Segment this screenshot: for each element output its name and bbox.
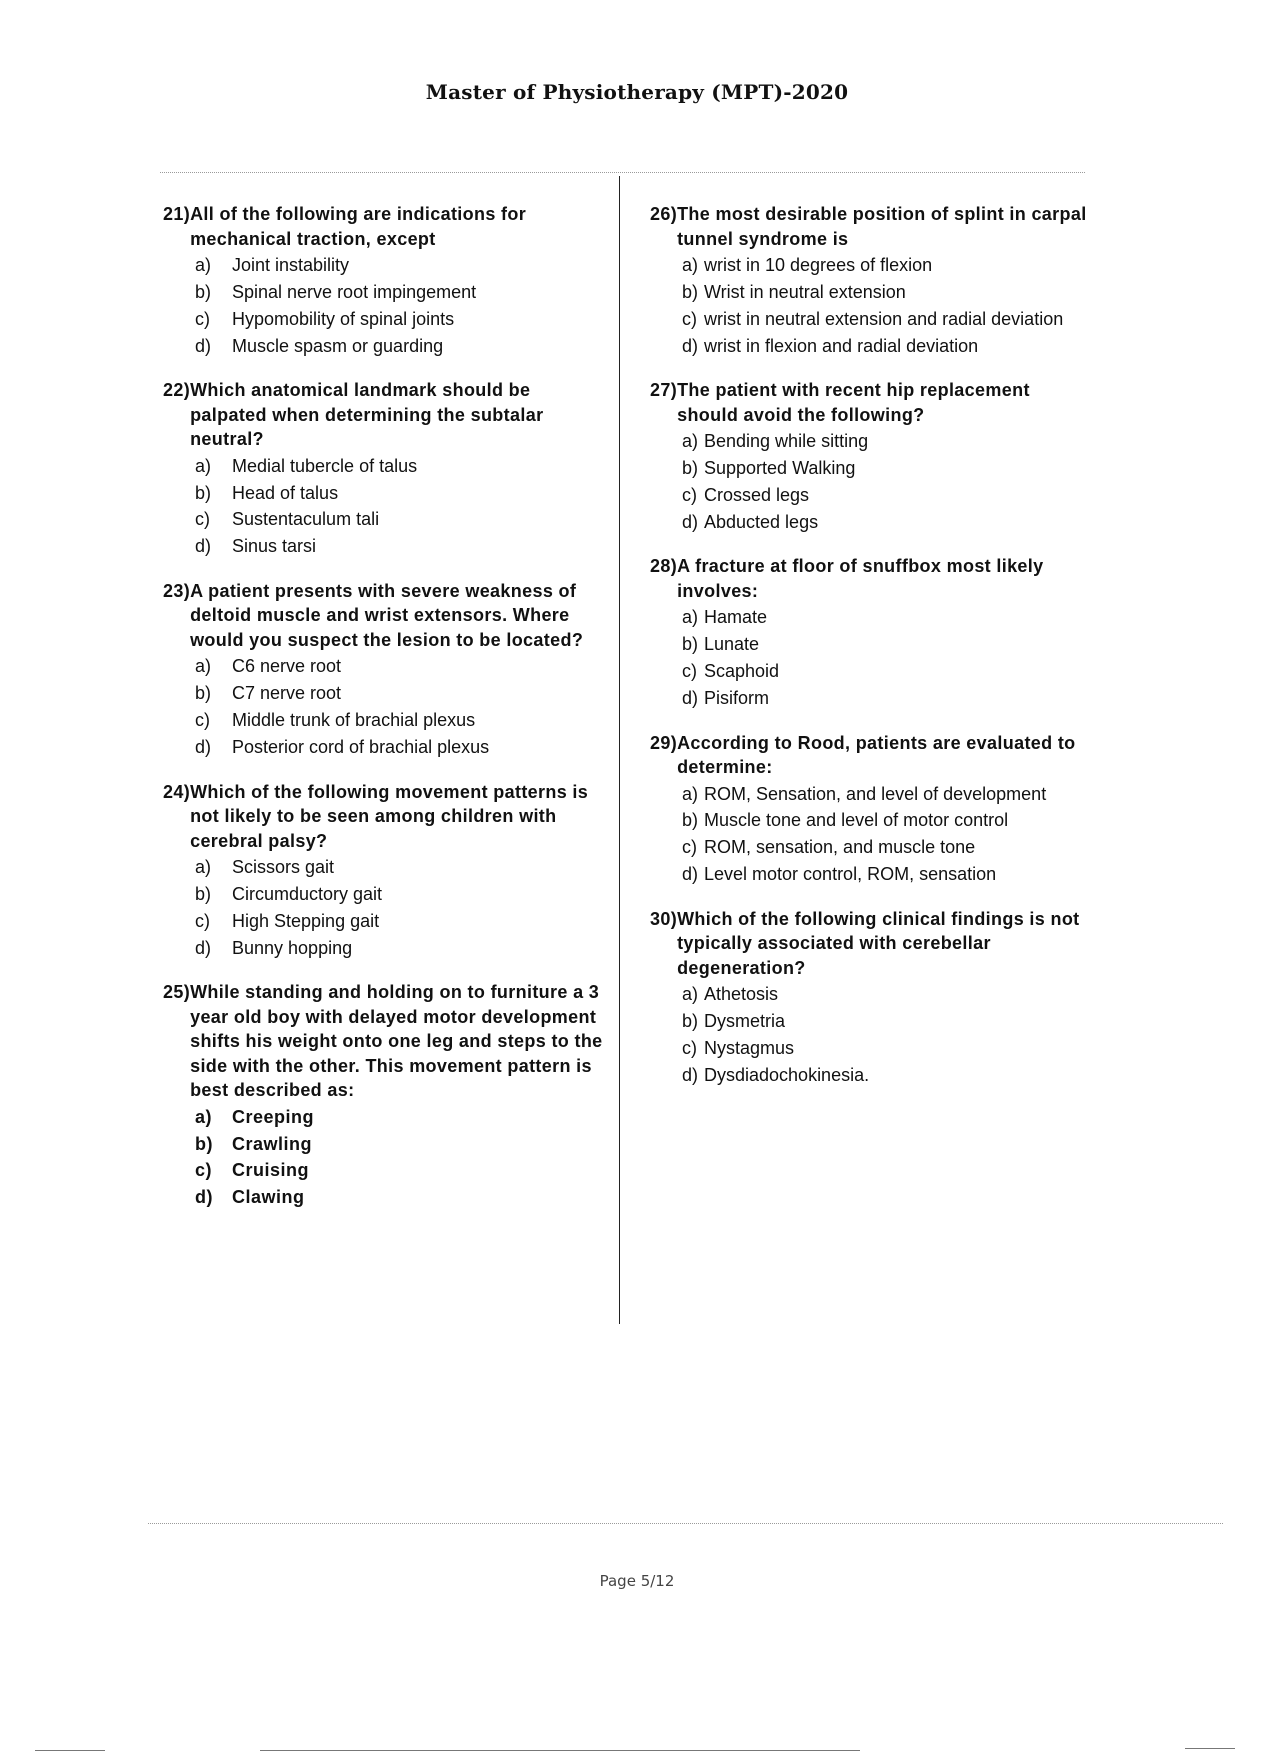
question-number: 24) [163,781,191,802]
option-letter: a) [682,783,699,804]
option-d [163,534,611,559]
bottom-rule [148,1523,1223,1524]
option-text: Hamate [704,607,768,628]
option-a [650,429,1090,454]
option-letter: a) [195,255,212,275]
option-b [163,280,611,305]
option-list [650,253,1090,358]
right-column [650,202,1090,1107]
option-letter: b) [682,458,699,479]
column-divider [619,176,620,1324]
option-text: Circumductory gait [232,883,383,904]
option-letter: c) [682,837,697,858]
option-text: Wrist in neutral extension [704,281,906,302]
question-text: Which of the following movement patterns is not likely to be seen among children with cerebral palsy? [190,781,589,851]
option-text: C6 nerve root [232,656,342,677]
option-text: Scaphoid [704,661,780,682]
option-text: Supported Walking [704,458,856,479]
question-stem [650,202,1090,251]
option-letter: d) [682,511,699,532]
option-text: Joint instability [232,255,350,275]
option-b [650,808,1090,833]
page-number: Page 5/12 [599,1572,675,1590]
question-text: All of the following are indications for mechanical traction, except [190,204,527,249]
option-text: Posterior cord of brachial plexus [232,737,490,758]
option-text: Crawling [232,1133,313,1154]
option-text: Muscle tone and level of motor control [704,810,1009,831]
option-c [650,1036,1090,1061]
option-text: wrist in flexion and radial deviation [704,335,979,356]
option-list [650,782,1090,887]
option-text: Cruising [232,1160,310,1181]
option-c [650,307,1090,332]
option-c [163,708,611,733]
option-text: Dysmetria [704,1011,786,1032]
option-c [163,507,611,532]
option-b [650,280,1090,305]
option-c [163,909,611,934]
option-letter: c) [195,509,210,530]
option-letter: c) [682,484,697,505]
option-letter: c) [195,710,210,731]
option-letter: a) [195,1106,213,1127]
option-letter: d) [682,1064,699,1085]
option-text: Scissors gait [232,857,335,878]
question-stem [163,980,611,1103]
option-letter: a) [682,431,699,452]
option-d [163,735,611,760]
option-list [163,454,611,559]
option-text: Bunny hopping [232,937,353,958]
option-list [650,605,1090,710]
option-b [163,1132,611,1157]
option-text: Bending while sitting [704,431,869,452]
option-letter: b) [195,281,212,302]
left-column [163,202,611,1230]
question-stem [650,378,1090,427]
option-letter: b) [195,683,212,704]
question-24 [163,780,611,961]
option-b [163,481,611,506]
option-a [650,605,1090,630]
scan-edge-line [260,1750,860,1751]
option-text: ROM, sensation, and muscle tone [704,837,976,858]
option-text: C7 nerve root [232,683,342,704]
question-stem [650,907,1090,981]
question-stem [163,378,611,452]
question-text: A fracture at floor of snuffbox most likely involves: [677,556,1044,601]
option-letter: c) [682,308,697,329]
option-letter: a) [682,255,699,275]
option-letter: b) [195,482,212,503]
question-text: The most desirable position of splint in carpal tunnel syndrome is [677,204,1087,249]
option-text: Dysdiadochokinesia. [704,1064,870,1085]
question-text: Which anatomical landmark should be palpated when determining the subtalar neutral? [190,380,544,450]
option-letter: b) [682,1011,699,1032]
option-text: Lunate [704,634,760,655]
option-text: Clawing [232,1187,305,1208]
question-27 [650,378,1090,534]
option-list [163,654,611,759]
option-b [650,456,1090,481]
option-b [163,882,611,907]
option-letter: c) [682,661,697,682]
question-stem [163,780,611,854]
option-text: ROM, Sensation, and level of development [704,783,1047,804]
option-text: Level motor control, ROM, sensation [704,864,997,885]
option-list [163,253,611,358]
option-a [163,1105,611,1130]
option-d [650,334,1090,359]
top-rule [160,172,1085,173]
option-d [163,936,611,961]
question-number: 22) [163,380,191,401]
option-letter: d) [195,937,212,958]
option-a [650,253,1090,278]
option-a [163,253,611,278]
option-a [163,454,611,479]
option-letter: c) [195,308,210,329]
option-text: Crossed legs [704,484,810,505]
option-letter: d) [682,335,699,356]
question-stem [163,579,611,653]
option-c [650,483,1090,508]
option-letter: a) [195,455,212,476]
option-letter: b) [682,281,699,302]
option-letter: c) [682,1037,697,1058]
page-title: Master of Physiotherapy (MPT)-2020 [425,80,849,104]
option-letter: a) [682,984,699,1005]
option-text: Sustentaculum tali [232,509,380,530]
scan-edge-line [1185,1748,1235,1749]
option-text: High Stepping gait [232,910,380,931]
option-list [163,1105,611,1210]
option-d [163,1185,611,1210]
option-text: Spinal nerve root impingement [232,281,477,302]
option-letter: d) [195,1187,213,1208]
option-b [650,1009,1090,1034]
question-21 [163,202,611,358]
option-b [163,681,611,706]
option-c [163,1158,611,1183]
option-letter: b) [195,883,212,904]
question-25 [163,980,611,1210]
question-number: 26) [650,204,678,224]
option-text: wrist in 10 degrees of flexion [704,255,933,275]
option-letter: d) [682,688,699,709]
option-letter: a) [195,656,212,677]
question-text: Which of the following clinical findings is not typically associated with cerebellar degeneration? [677,908,1080,978]
option-letter: b) [682,810,699,831]
option-c [650,659,1090,684]
option-a [163,654,611,679]
option-text: Pisiform [704,688,770,709]
question-stem [163,202,611,251]
option-list [650,429,1090,534]
question-22 [163,378,611,559]
option-letter: c) [195,910,210,931]
question-number: 23) [163,580,191,601]
question-number: 29) [650,732,678,753]
question-number: 25) [163,982,191,1003]
option-text: Hypomobility of spinal joints [232,308,455,329]
option-text: Middle trunk of brachial plexus [232,710,476,731]
question-text: The patient with recent hip replacement should avoid the following? [677,380,1030,425]
option-text: Abducted legs [704,511,819,532]
option-b [650,632,1090,657]
option-text: Muscle spasm or guarding [232,335,444,356]
question-text: A patient presents with severe weakness of deltoid muscle and wrist extensors. Where would you suspect the lesion to be located? [190,580,584,650]
option-letter: d) [195,335,212,356]
option-d [163,334,611,359]
option-a [163,855,611,880]
option-text: Head of talus [232,482,339,503]
option-letter: b) [682,634,699,655]
option-letter: a) [195,857,212,878]
option-text: Sinus tarsi [232,536,317,557]
question-number: 28) [650,556,678,577]
question-29 [650,731,1090,887]
option-text: Creeping [232,1106,315,1127]
option-letter: c) [195,1160,213,1181]
option-letter: a) [682,607,699,628]
option-list [650,982,1090,1087]
option-c [650,835,1090,860]
option-text: Medial tubercle of talus [232,455,418,476]
scan-edge-line [35,1750,105,1751]
question-number: 27) [650,380,678,401]
question-text: According to Rood, patients are evaluated to determine: [677,732,1076,778]
question-23 [163,579,611,760]
question-stem [650,731,1090,780]
question-stem [650,554,1090,603]
option-letter: d) [195,737,212,758]
question-30 [650,907,1090,1088]
option-text: wrist in neutral extension and radial deviation [704,308,1064,329]
option-letter: d) [682,864,699,885]
option-d [650,862,1090,887]
option-letter: d) [195,536,212,557]
question-text: While standing and holding on to furniture a 3 year old boy with delayed motor development shifts his weight onto one leg and steps to the side with the other. This movement pattern is best described as: [190,982,603,1101]
option-text: Nystagmus [704,1037,795,1058]
option-letter: b) [195,1133,213,1154]
option-d [650,686,1090,711]
option-a [650,982,1090,1007]
option-d [650,1063,1090,1088]
option-list [163,855,611,960]
question-28 [650,554,1090,710]
option-a [650,782,1090,807]
question-number: 21) [163,204,191,224]
question-26 [650,202,1090,358]
option-text: Athetosis [704,984,779,1005]
question-number: 30) [650,908,678,929]
option-c [163,307,611,332]
option-d [650,510,1090,535]
